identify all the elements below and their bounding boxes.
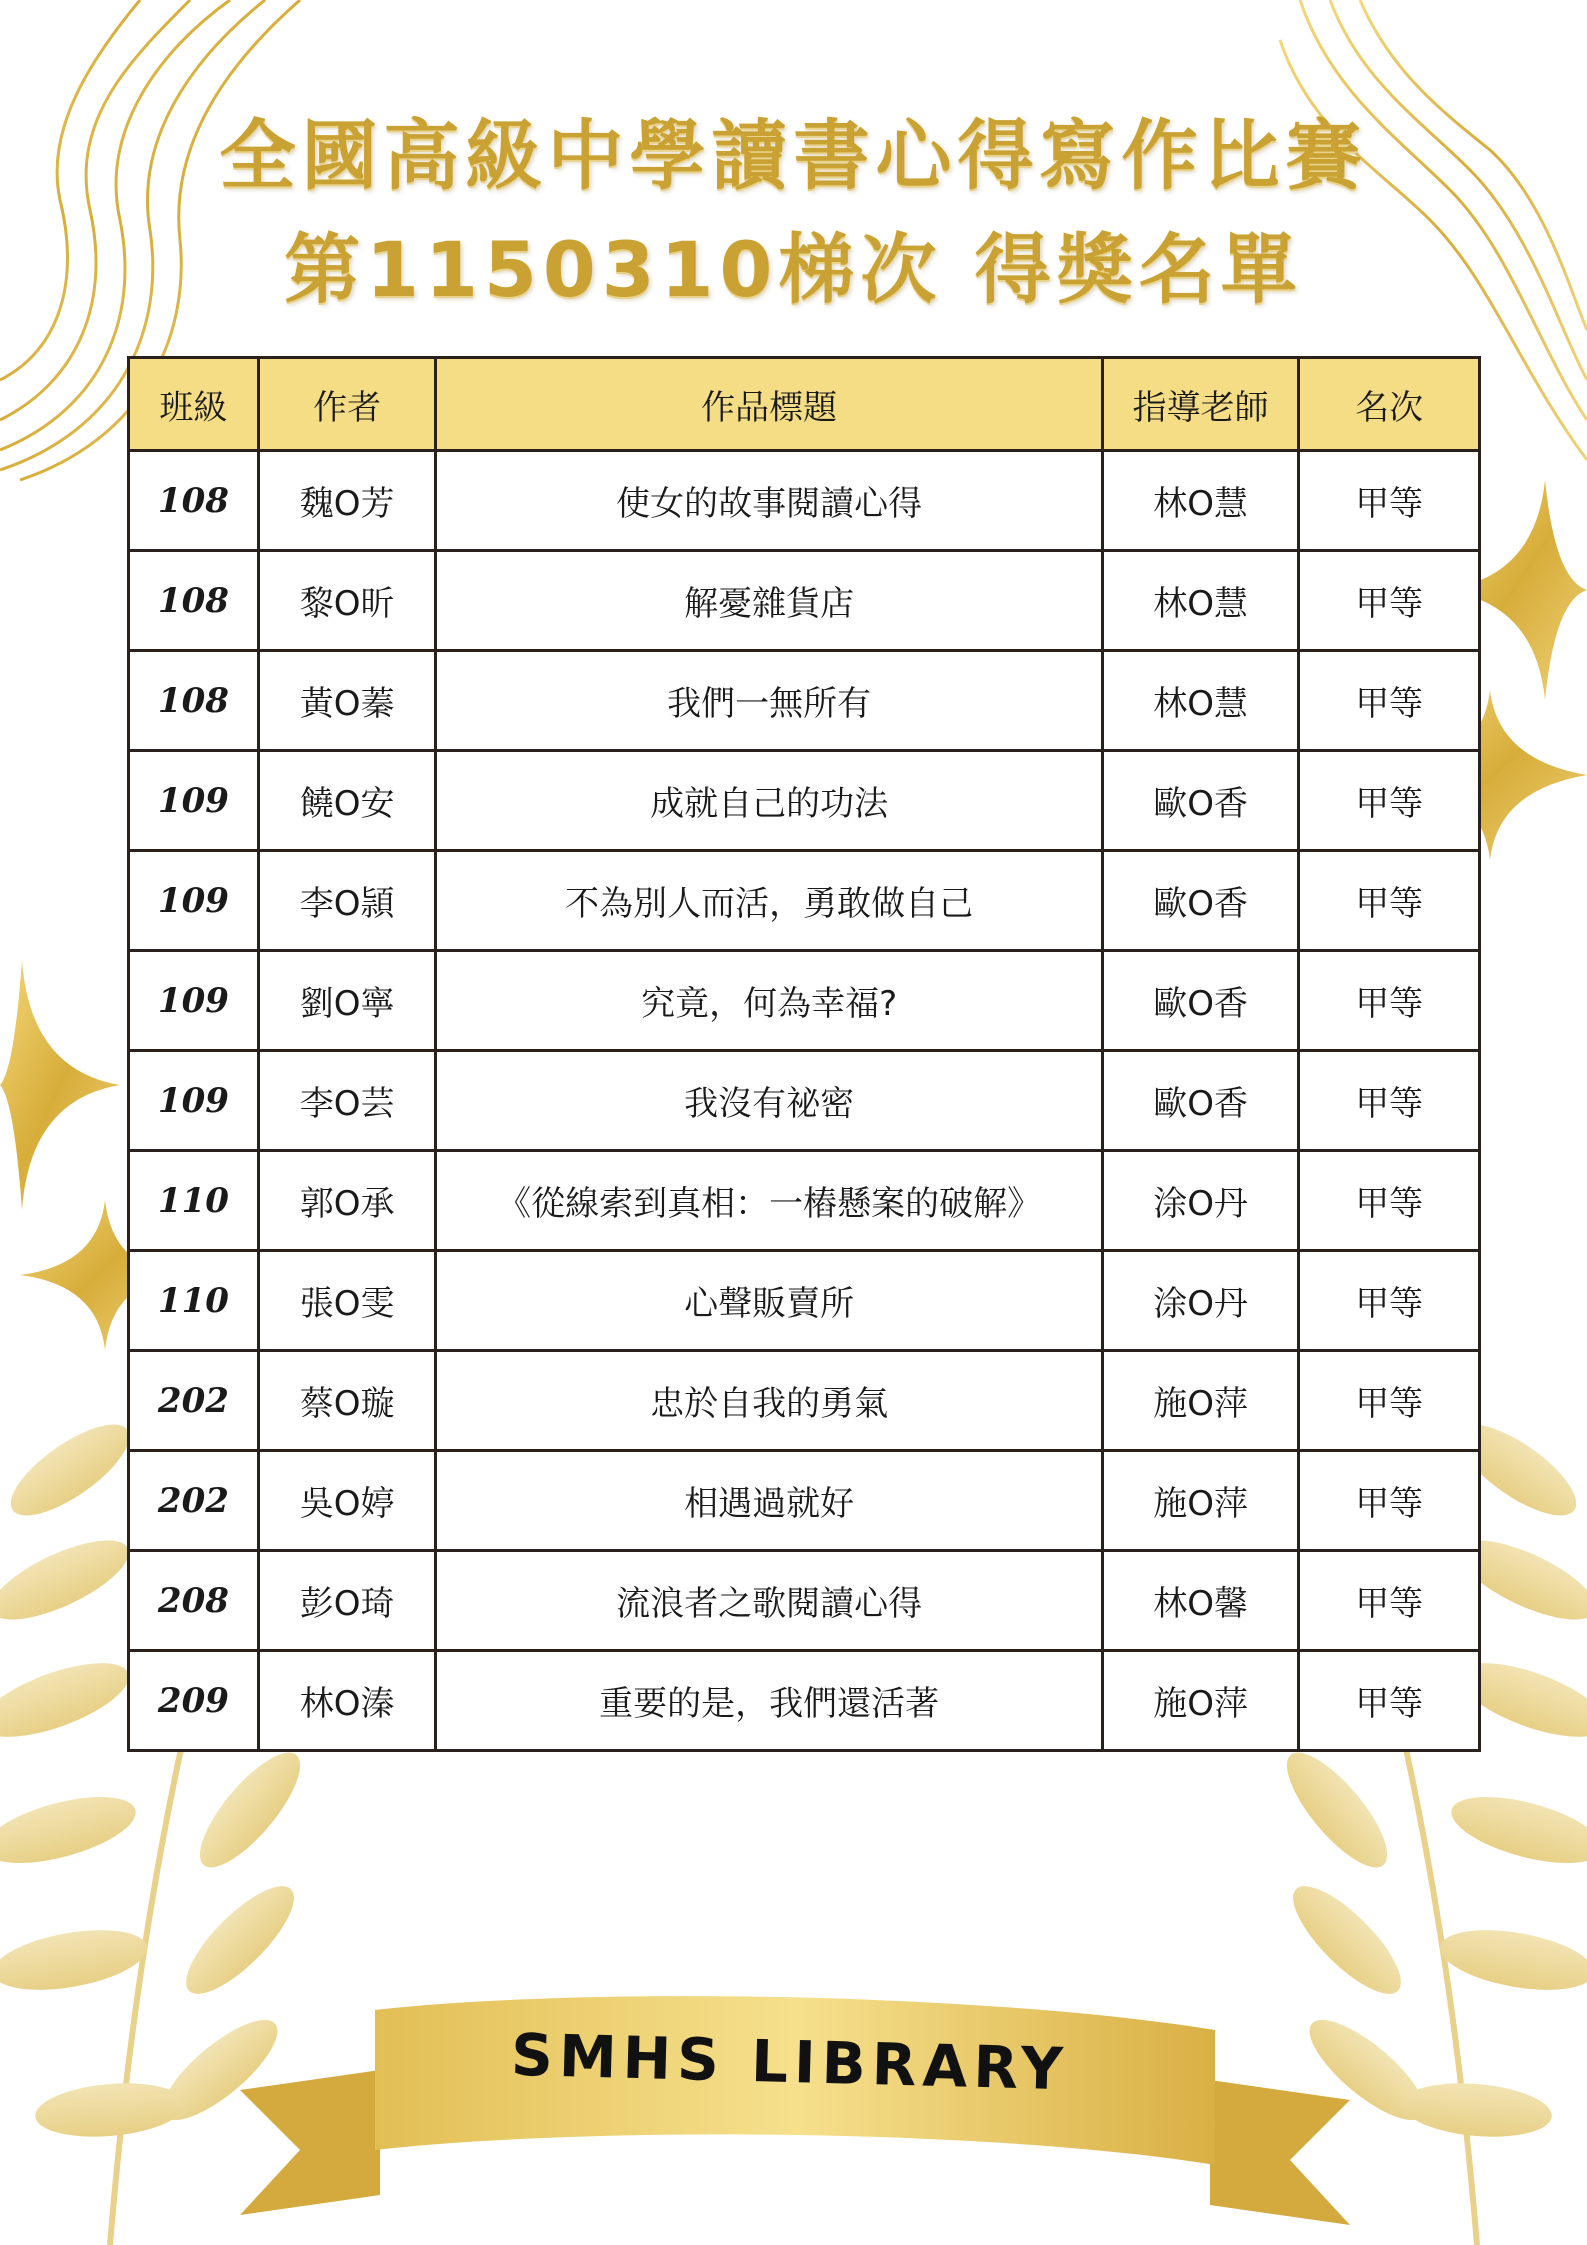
cell-rank: 甲等 (1299, 451, 1480, 551)
cell-author: 饒O安 (258, 751, 436, 851)
cell-rank: 甲等 (1299, 651, 1480, 751)
cell-class: 108 (129, 651, 259, 751)
award-table (127, 356, 1481, 1752)
cell-class: 108 (129, 451, 259, 551)
table-row (129, 1651, 1480, 1751)
cell-rank: 甲等 (1299, 1551, 1480, 1651)
table-header-row (129, 358, 1480, 451)
cell-teacher: 施O萍 (1102, 1651, 1299, 1751)
cell-author: 張O雯 (258, 1251, 436, 1351)
cell-title: 心聲販賣所 (436, 1251, 1102, 1351)
cell-teacher: 林O慧 (1102, 451, 1299, 551)
cell-rank: 甲等 (1299, 1651, 1480, 1751)
header-teacher: 指導老師 (1102, 358, 1299, 451)
table-row (129, 1451, 1480, 1551)
cell-rank: 甲等 (1299, 1051, 1480, 1151)
cell-author: 彭O琦 (258, 1551, 436, 1651)
cell-rank: 甲等 (1299, 851, 1480, 951)
cell-rank: 甲等 (1299, 751, 1480, 851)
cell-title: 究竟，何為幸福? (436, 951, 1102, 1051)
cell-author: 蔡O璇 (258, 1351, 436, 1451)
cell-author: 林O溱 (258, 1651, 436, 1751)
cell-rank: 甲等 (1299, 1351, 1480, 1451)
header-title: 作品標題 (436, 358, 1102, 451)
header-rank: 名次 (1299, 358, 1480, 451)
cell-class: 109 (129, 851, 259, 951)
cell-author: 黎O昕 (258, 551, 436, 651)
cell-author: 劉O寧 (258, 951, 436, 1051)
cell-title: 重要的是，我們還活著 (436, 1651, 1102, 1751)
cell-class: 109 (129, 1051, 259, 1151)
cell-author: 李O芸 (258, 1051, 436, 1151)
table-row (129, 1051, 1480, 1151)
page-title: 全國高級中學讀書心得寫作比賽 (219, 111, 1368, 200)
cell-teacher: 林O慧 (1102, 551, 1299, 651)
table-row (129, 451, 1480, 551)
cell-teacher: 歐O香 (1102, 1051, 1299, 1151)
table-row (129, 751, 1480, 851)
cell-teacher: 歐O香 (1102, 751, 1299, 851)
header-class: 班級 (129, 358, 259, 451)
cell-author: 吳O婷 (258, 1451, 436, 1551)
cell-class: 108 (129, 551, 259, 651)
table-row (129, 1551, 1480, 1651)
cell-class: 209 (129, 1651, 259, 1751)
cell-author: 郭O承 (258, 1151, 436, 1251)
cell-class: 202 (129, 1451, 259, 1551)
cell-teacher: 歐O香 (1102, 851, 1299, 951)
table-row (129, 1351, 1480, 1451)
cell-teacher: 施O萍 (1102, 1351, 1299, 1451)
cell-title: 解憂雜貨店 (436, 551, 1102, 651)
table-row (129, 1251, 1480, 1351)
table-row (129, 951, 1480, 1051)
cell-title: 成就自己的功法 (436, 751, 1102, 851)
library-label: SMHS LIBRARY (510, 2020, 1070, 2104)
cell-author: 黃O蓁 (258, 651, 436, 751)
cell-class: 208 (129, 1551, 259, 1651)
cell-class: 110 (129, 1251, 259, 1351)
header-author: 作者 (258, 358, 436, 451)
cell-class: 110 (129, 1151, 259, 1251)
cell-teacher: 歐O香 (1102, 951, 1299, 1051)
cell-title: 不為別人而活，勇敢做自己 (436, 851, 1102, 951)
cell-title: 我們一無所有 (436, 651, 1102, 751)
cell-teacher: 林O慧 (1102, 651, 1299, 751)
cell-author: 魏O芳 (258, 451, 436, 551)
table-row (129, 551, 1480, 651)
cell-teacher: 涂O丹 (1102, 1151, 1299, 1251)
table-row (129, 1151, 1480, 1251)
cell-teacher: 涂O丹 (1102, 1251, 1299, 1351)
cell-title: 相遇過就好 (436, 1451, 1102, 1551)
cell-title: 使女的故事閱讀心得 (436, 451, 1102, 551)
cell-title: 忠於自我的勇氣 (436, 1351, 1102, 1451)
cell-rank: 甲等 (1299, 1451, 1480, 1551)
cell-rank: 甲等 (1299, 551, 1480, 651)
cell-title: 《從線索到真相：一樁懸案的破解》 (436, 1151, 1102, 1251)
table-row (129, 851, 1480, 951)
table-row (129, 651, 1480, 751)
cell-class: 109 (129, 951, 259, 1051)
cell-class: 202 (129, 1351, 259, 1451)
page-subtitle: 第1150310梯次 得獎名單 (284, 225, 1303, 314)
cell-rank: 甲等 (1299, 1251, 1480, 1351)
cell-rank: 甲等 (1299, 951, 1480, 1051)
cell-teacher: 施O萍 (1102, 1451, 1299, 1551)
cell-teacher: 林O馨 (1102, 1551, 1299, 1651)
cell-title: 我沒有祕密 (436, 1051, 1102, 1151)
cell-rank: 甲等 (1299, 1151, 1480, 1251)
cell-title: 流浪者之歌閱讀心得 (436, 1551, 1102, 1651)
cell-author: 李O頴 (258, 851, 436, 951)
cell-class: 109 (129, 751, 259, 851)
